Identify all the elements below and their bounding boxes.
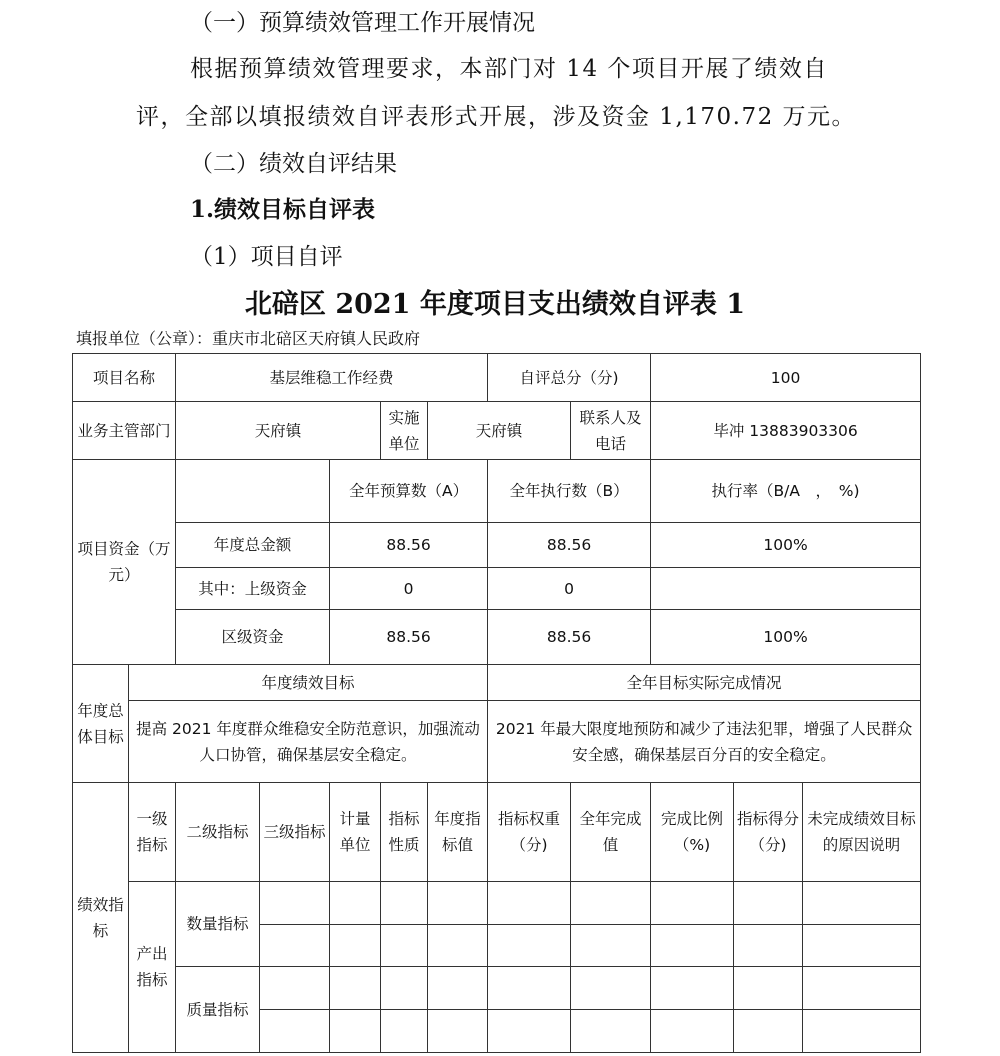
evaluation-table — [72, 353, 921, 1053]
table-row — [73, 402, 921, 460]
goal-header: 年度绩效目标 — [129, 665, 488, 701]
impl-value: 天府镇 — [428, 402, 571, 460]
perf-header: 年度指标值 — [428, 783, 488, 882]
exec-header: 全年执行数（B） — [488, 460, 651, 523]
perf-header: 指标权重（分) — [488, 783, 571, 882]
table-row — [73, 354, 921, 402]
paragraph-line-1: 根据预算绩效管理要求，本部门对 14 个项目开展了绩效自 — [190, 56, 828, 82]
table-title: 北碚区 2021 年度项目支出绩效自评表 1 — [244, 289, 746, 320]
perf-header: 全年完成值 — [571, 783, 651, 882]
funds-blank — [176, 460, 330, 523]
table-row — [73, 783, 921, 882]
filling-unit: 填报单位（公章）：重庆市北碚区天府镇人民政府 — [76, 329, 421, 348]
project-name-label: 项目名称 — [73, 354, 176, 402]
funds-row-rate: 100% — [651, 610, 921, 665]
funds-row-label: 年度总金额 — [176, 523, 330, 568]
funds-row-exec: 88.56 — [488, 523, 651, 568]
perf-label: 绩效指标 — [73, 783, 129, 1053]
total-score-label: 自评总分（分) — [488, 354, 651, 402]
funds-label: 项目资金（万元） — [73, 460, 176, 665]
funds-row-exec: 0 — [488, 568, 651, 610]
funds-row-budget: 88.56 — [330, 523, 488, 568]
table-row — [73, 523, 921, 568]
funds-row-label: 区级资金 — [176, 610, 330, 665]
project-name: 基层维稳工作经费 — [176, 354, 488, 402]
table-row — [73, 701, 921, 783]
actual-text: 2021 年最大限度地预防和减少了违法犯罪，增强了人民群众安全感，确保基层百分百的安全稳定。 — [488, 701, 921, 783]
perf-header: 未完成绩效目标的原因说明 — [803, 783, 921, 882]
funds-row-budget: 0 — [330, 568, 488, 610]
funds-row-rate — [651, 568, 921, 610]
dept-label: 业务主管部门 — [73, 402, 176, 460]
table-row — [73, 610, 921, 665]
rate-header: 执行率（B/A ， %) — [651, 460, 921, 523]
funds-row-exec: 88.56 — [488, 610, 651, 665]
level1-output: 产出指标 — [129, 882, 176, 1053]
actual-header: 全年目标实际完成情况 — [488, 665, 921, 701]
dept-value: 天府镇 — [176, 402, 381, 460]
table-row — [73, 665, 921, 701]
perf-header: 一级指标 — [129, 783, 176, 882]
perf-header: 计量单位 — [330, 783, 381, 882]
table-row — [73, 460, 921, 523]
funds-row-budget: 88.56 — [330, 610, 488, 665]
perf-header: 三级指标 — [260, 783, 330, 882]
funds-row-label: 其中：上级资金 — [176, 568, 330, 610]
goal-text: 提高 2021 年度群众维稳安全防范意识，加强流动人口协管，确保基层安全稳定。 — [129, 701, 488, 783]
table-row — [73, 568, 921, 610]
table-row — [73, 967, 921, 1010]
subsection-heading: 1.绩效目标自评表 — [190, 196, 376, 223]
perf-header: 指标得分（分) — [734, 783, 803, 882]
perf-header: 完成比例（%) — [651, 783, 734, 882]
quality-label: 质量指标 — [176, 967, 260, 1053]
table-row — [73, 882, 921, 925]
perf-header: 二级指标 — [176, 783, 260, 882]
total-score: 100 — [651, 354, 921, 402]
section-heading-2: （二）绩效自评结果 — [190, 151, 397, 177]
goal-label: 年度总体目标 — [73, 665, 129, 783]
contact-value: 毕冲 13883903306 — [651, 402, 921, 460]
paragraph-line-2: 评，全部以填报绩效自评表形式开展，涉及资金 1,170.72 万元。 — [136, 104, 857, 130]
subsubsection-heading: （1）项目自评 — [190, 244, 343, 270]
perf-header: 指标性质 — [381, 783, 428, 882]
impl-label: 实施单位 — [381, 402, 428, 460]
funds-row-rate: 100% — [651, 523, 921, 568]
budget-header: 全年预算数（A） — [330, 460, 488, 523]
section-heading-1: （一）预算绩效管理工作开展情况 — [190, 10, 535, 36]
quantity-label: 数量指标 — [176, 882, 260, 967]
contact-label: 联系人及电话 — [571, 402, 651, 460]
